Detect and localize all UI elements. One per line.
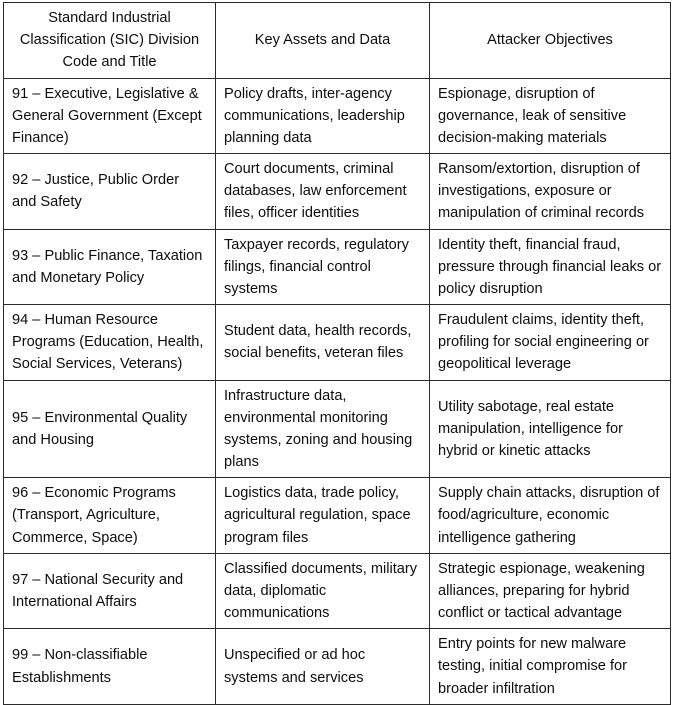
cell-division: 97 – National Security and International Affairs	[4, 553, 216, 629]
cell-assets: Student data, health records, social benefits, veteran files	[216, 305, 430, 381]
cell-objectives: Espionage, disruption of governance, leak of sensitive decision-making materials	[430, 78, 671, 154]
cell-division: 96 – Economic Programs (Transport, Agriculture, Commerce, Space)	[4, 478, 216, 554]
cell-objectives: Fraudulent claims, identity theft, profiling for social engineering or geopolitical leverage	[430, 305, 671, 381]
cell-assets: Infrastructure data, environmental monitoring systems, zoning and housing plans	[216, 380, 430, 478]
cell-division: 99 – Non-classifiable Establishments	[4, 629, 216, 705]
cell-assets: Unspecified or ad hoc systems and services	[216, 629, 430, 705]
cell-objectives: Strategic espionage, weakening alliances, preparing for hybrid conflict or tactical advantage	[430, 553, 671, 629]
cell-assets: Logistics data, trade policy, agricultural regulation, space program files	[216, 478, 430, 554]
table-body	[4, 78, 671, 704]
table-row	[4, 478, 671, 554]
table-header	[4, 3, 671, 79]
table-row	[4, 229, 671, 305]
table-row	[4, 305, 671, 381]
cell-objectives: Ransom/extortion, disruption of investigations, exposure or manipulation of criminal records	[430, 154, 671, 230]
table-row	[4, 78, 671, 154]
cell-assets: Taxpayer records, regulatory filings, financial control systems	[216, 229, 430, 305]
cell-objectives: Supply chain attacks, disruption of food/agriculture, economic intelligence gathering	[430, 478, 671, 554]
table-header-row	[4, 3, 671, 79]
cell-assets: Court documents, criminal databases, law enforcement files, officer identities	[216, 154, 430, 230]
sic-division-threat-table	[3, 2, 671, 705]
cell-division: 92 – Justice, Public Order and Safety	[4, 154, 216, 230]
table-row	[4, 380, 671, 478]
cell-objectives: Entry points for new malware testing, initial compromise for broader infiltration	[430, 629, 671, 705]
cell-assets: Classified documents, military data, diplomatic communications	[216, 553, 430, 629]
cell-objectives: Utility sabotage, real estate manipulation, intelligence for hybrid or kinetic attacks	[430, 380, 671, 478]
cell-objectives: Identity theft, financial fraud, pressure through financial leaks or policy disruption	[430, 229, 671, 305]
column-header-division: Standard Industrial Classification (SIC) Division Code and Title	[4, 3, 216, 79]
table-row	[4, 553, 671, 629]
table-row	[4, 629, 671, 705]
cell-assets: Policy drafts, inter-agency communications, leadership planning data	[216, 78, 430, 154]
column-header-assets: Key Assets and Data	[216, 3, 430, 79]
cell-division: 93 – Public Finance, Taxation and Monetary Policy	[4, 229, 216, 305]
cell-division: 94 – Human Resource Programs (Education, Health, Social Services, Veterans)	[4, 305, 216, 381]
table-row	[4, 154, 671, 230]
cell-division: 95 – Environmental Quality and Housing	[4, 380, 216, 478]
column-header-objectives: Attacker Objectives	[430, 3, 671, 79]
cell-division: 91 – Executive, Legislative & General Government (Except Finance)	[4, 78, 216, 154]
